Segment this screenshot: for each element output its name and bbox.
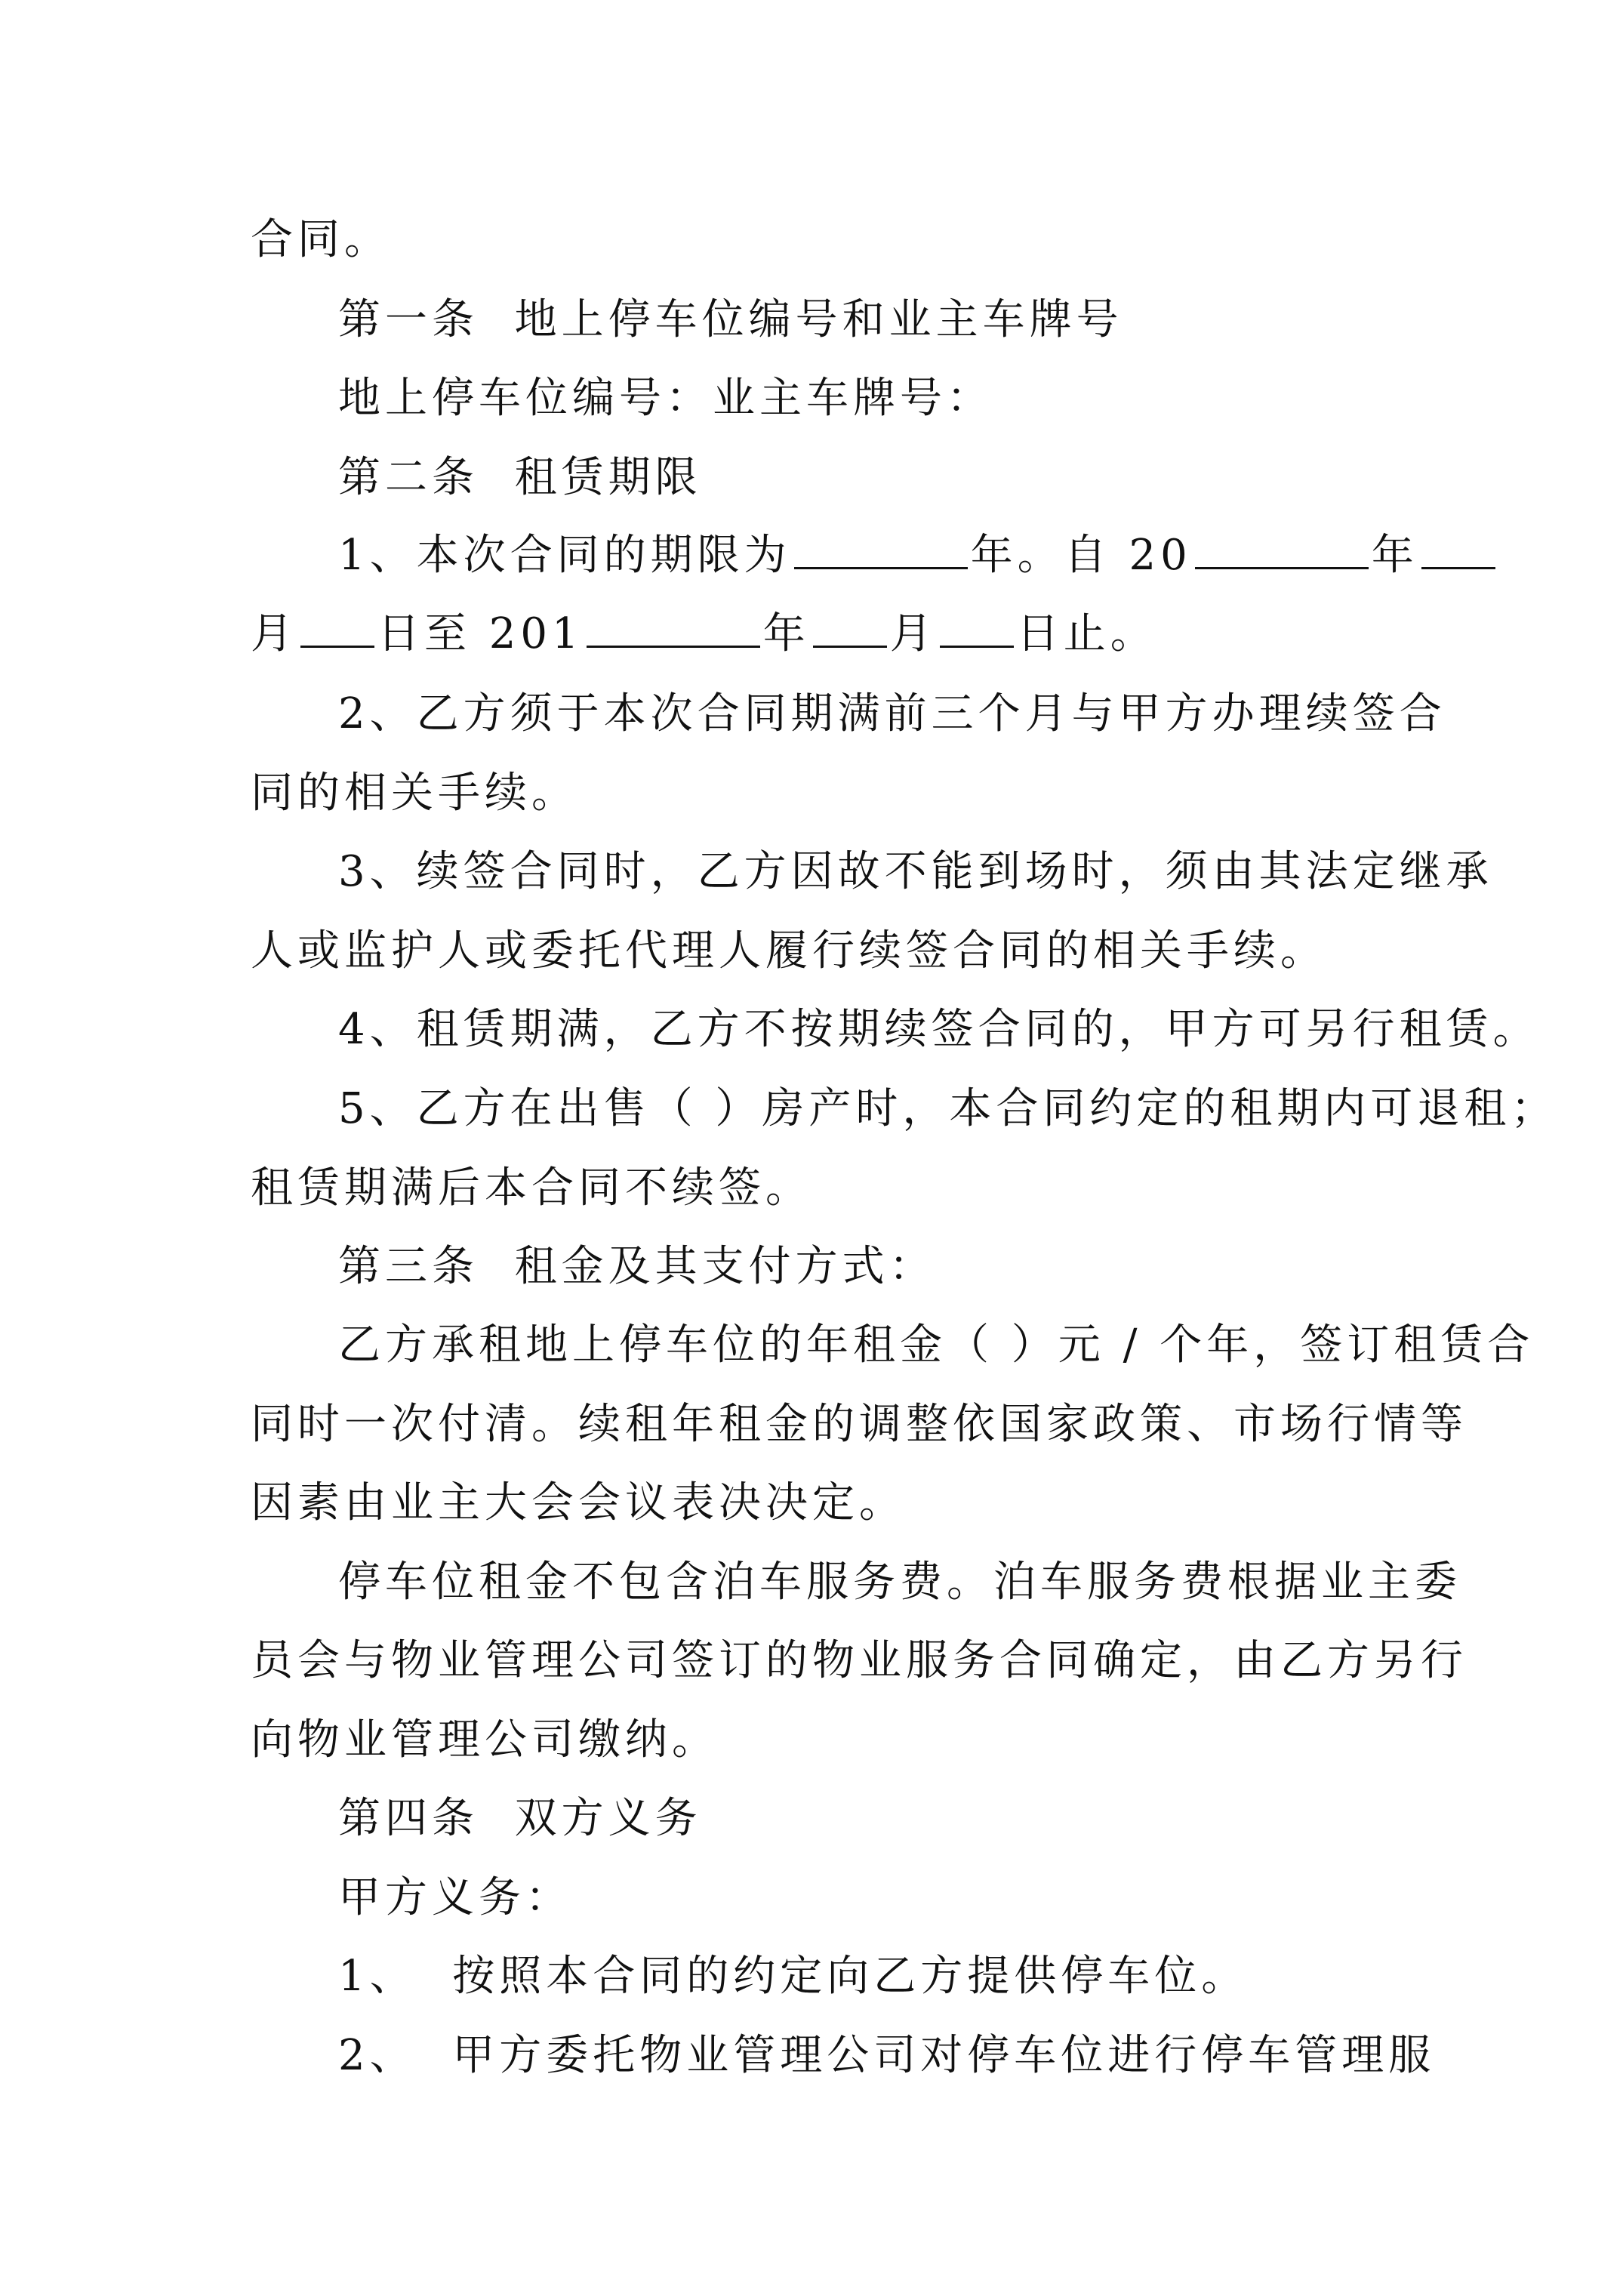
text-line: 3、续签合同时，乙方因故不能到场时，须由其法定继承 [338, 847, 1493, 896]
text-line: 甲方义务： [338, 1873, 572, 1922]
text-line: 1、 按照本合同的约定向乙方提供停车位。 [338, 1952, 1249, 2001]
blank-field [1421, 531, 1495, 569]
text-segment: 日至 201 [377, 609, 584, 658]
text-segment: 日止。 [1016, 609, 1157, 658]
text-segment: 年 [1371, 531, 1418, 580]
text-line: 2、 甲方委托物业管理公司对停车位进行停车管理服 [338, 2031, 1436, 2080]
text-segment: 1、本次合同的期限为 [338, 531, 791, 580]
text-line: 乙方承租地上停车位的年租金（ ）元 / 个年，签订租赁合 [338, 1321, 1535, 1370]
text-segment: 年 [762, 609, 810, 658]
text-segment: 月 [251, 609, 297, 658]
blank-field [300, 609, 374, 648]
text-line: 2、乙方须于本次合同期满前三个月与甲方办理续签合 [338, 689, 1446, 738]
term-line-2 [251, 608, 1157, 661]
text-line: 4、租赁期满，乙方不按期续签合同的，甲方可另行租赁。 [338, 1005, 1540, 1054]
article-3-heading: 第三条 租金及其支付方式： [338, 1242, 936, 1291]
text-line: 租赁期满后本合同不续签。 [251, 1163, 812, 1213]
text-line: 合同。 [251, 215, 391, 264]
text-line: 同的相关手续。 [251, 769, 578, 818]
text-segment: 年。自 20 [970, 531, 1192, 580]
blank-field [940, 609, 1014, 648]
text-segment: 月 [889, 609, 937, 658]
text-line: 地上停车位编号：业主车牌号： [338, 374, 993, 423]
blank-field [813, 609, 887, 648]
text-line: 因素由业主大会会议表决决定。 [251, 1478, 906, 1527]
article-1-heading: 第一条 地上停车位编号和业主车牌号 [338, 295, 1123, 344]
article-4-heading: 第四条 双方义务 [338, 1794, 702, 1843]
text-line: 5、乙方在出售（ ）房产时，本合同约定的租期内可退租； [338, 1084, 1558, 1133]
blank-field [794, 531, 968, 569]
article-2-heading: 第二条 租赁期限 [338, 453, 702, 502]
text-line: 同时一次付清。续租年租金的调整依国家政策、市场行情等 [251, 1400, 1467, 1449]
blank-field [587, 609, 760, 648]
text-line: 人或监护人或委托代理人履行续签合同的相关手续。 [251, 926, 1327, 975]
blank-field [1195, 531, 1369, 569]
text-line: 停车位租金不包含泊车服务费。泊车服务费根据业主委 [338, 1558, 1461, 1607]
text-line: 员会与物业管理公司签订的物业服务合同确定，由乙方另行 [251, 1636, 1467, 1685]
text-line: 向物业管理公司缴纳。 [251, 1715, 719, 1764]
term-line-1 [338, 529, 1498, 582]
